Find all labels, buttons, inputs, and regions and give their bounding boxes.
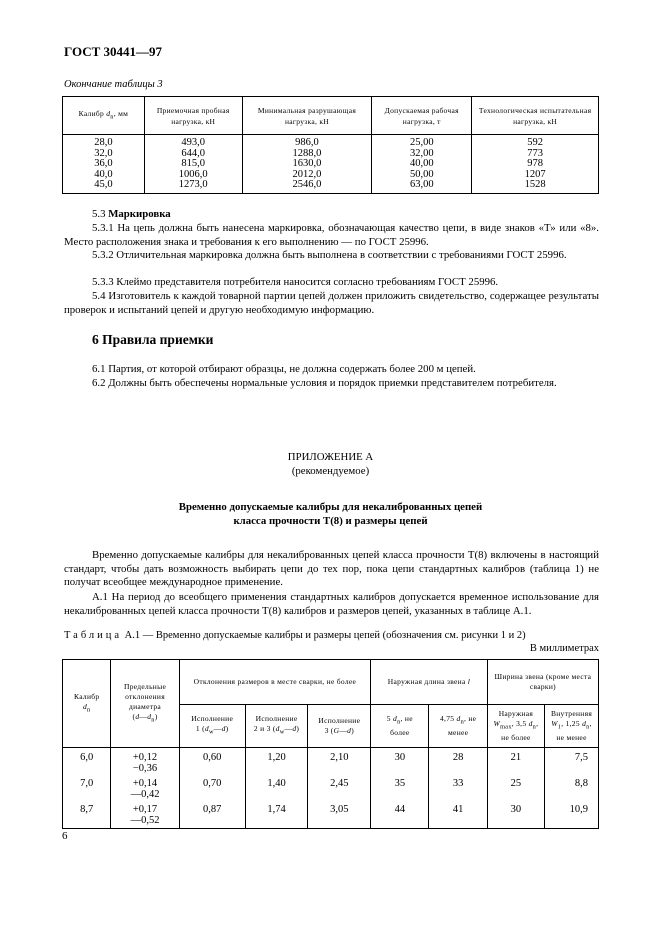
cell-caliber: 7,0 [63, 774, 111, 800]
table-cell: 40,00 [372, 159, 472, 170]
table-cell: 592 [472, 135, 599, 149]
table-cell: 25,00 [372, 135, 472, 149]
page-number: 6 [62, 830, 68, 842]
cell-caliber: 6,0 [63, 748, 111, 775]
cell-v2: 1,20 [245, 748, 308, 775]
cell-w2: 8,8 [545, 774, 599, 800]
annex-title [62, 500, 599, 528]
table-cell: 32,00 [372, 149, 472, 160]
header-limit-deviation: Предельные отклонения диаметра $(d—d_n)$ [111, 660, 179, 748]
cell-w2: 7,5 [545, 748, 599, 775]
table-row [63, 135, 599, 149]
header-caliber-text: Калибр [74, 691, 100, 701]
section-title: Маркировка [108, 208, 171, 220]
header-length-max: 5 $d_n$, не более [371, 705, 429, 748]
annex-paragraph-2: А.1 На период до всеобщего применения стандартных калибров допускается временное использование для некалиброванных цепей класса прочности Т(8) калибров и размеров цепей, указанных в таблице А.1. [64, 591, 599, 617]
header-width-outer: Наружная $W_{max}$, 3,5 $d_n$, не более [487, 705, 544, 748]
table-cell: 493,0 [144, 135, 242, 149]
table3-caption: Окончание таблицы 3 [64, 79, 163, 90]
table-cell: 32,0 [63, 149, 145, 160]
annex-paragraph-1: Временно допускаемые калибры для некалиброванных цепей класса прочности Т(8) включены в настоящий стандарт, чтобы дать возможность выбирать цепи до тех пор, пока цепи стандартных калибров (таблица 1) не получат всеобщее международное применение. [64, 549, 599, 588]
table-cell: 45,0 [63, 180, 145, 193]
paragraph-5-4: 5.4 Изготовитель к каждой товарной партии цепей должен приложить свидетельство, содержащее результаты проверок и испытаний цепей и другую необходимую информацию. [64, 290, 599, 316]
cell-tolerance: +0,12 −0,36 [111, 748, 179, 775]
cell-caliber: 8,7 [63, 800, 111, 829]
header-weld-deviation: Отклонения размеров в месте сварки, не более [179, 660, 371, 705]
table-cell: 28,0 [63, 135, 145, 149]
paragraph-5-3-3: 5.3.3 Клеймо представителя потребителя наносится согласно требованиям ГОСТ 25996. [92, 276, 499, 288]
cell-v2: 1,74 [245, 800, 308, 829]
table-cell: 36,0 [63, 159, 145, 170]
table-cell: 63,00 [372, 180, 472, 193]
table-row [63, 748, 599, 775]
table-cell: 1207 [472, 170, 599, 181]
section-6-title: 6 Правила приемки [92, 332, 214, 347]
annex-sublabel: (рекомендуемое) [291, 464, 370, 477]
cell-l2: 41 [429, 800, 487, 829]
table-row [63, 170, 599, 181]
header-external-length: Наружная длина звена l [371, 660, 488, 705]
header-limit-text: Предельные отклонения диаметра [123, 681, 167, 711]
cell-w1: 21 [487, 748, 544, 775]
cell-l2: 28 [429, 748, 487, 775]
table-row [63, 800, 599, 829]
table-cell: 978 [472, 159, 599, 170]
cell-v1: 0,60 [179, 748, 245, 775]
table-row [63, 774, 599, 800]
table3 [62, 96, 599, 194]
table3-header: Допускаемая рабочая нагрузка, т [372, 97, 472, 135]
table-cell: 644,0 [144, 149, 242, 160]
table3-header: Приемочная пробная нагрузка, кН [144, 97, 242, 135]
table-cell: 1273,0 [144, 180, 242, 193]
units-note: В миллиметрах [529, 643, 599, 654]
table-cell: 773 [472, 149, 599, 160]
cell-v1: 0,87 [179, 800, 245, 829]
document-header: ГОСТ 30441—97 [64, 44, 163, 59]
header-version-1: Исполнение 1 $(d_w—d)$ [179, 705, 245, 748]
table-cell: 815,0 [144, 159, 242, 170]
cell-l1: 30 [371, 748, 429, 775]
table-cell: 1528 [472, 180, 599, 193]
table3-header: Калибр $d_n$, мм [63, 97, 145, 135]
table-a1-caption [64, 630, 526, 641]
annex-heading [62, 451, 599, 478]
cell-l1: 44 [371, 800, 429, 829]
cell-w1: 30 [487, 800, 544, 829]
table-cell: 40,0 [63, 170, 145, 181]
table3-header: Минимальная разрушающая нагрузка, кН [242, 97, 372, 135]
cell-l2: 33 [429, 774, 487, 800]
header-link-width: Ширина звена (кроме места сварки) [487, 660, 598, 705]
caption-text: А.1 — Временно допускаемые калибры и размеры цепей (обозначения см. рисунки 1 и 2) [124, 630, 526, 641]
cell-l1: 35 [371, 774, 429, 800]
paragraph-6-1: 6.1 Партия, от которой отбирают образцы, не должна содержать более 200 м цепей. [92, 363, 476, 375]
header-version-2: Исполнение 2 и 3 $(d_w—d)$ [245, 705, 308, 748]
cell-v3: 2,10 [308, 748, 371, 775]
table-row [63, 159, 599, 170]
header-caliber: Калибр $d_n$ [63, 660, 111, 748]
section-number: 5.3 [92, 208, 106, 220]
cell-w2: 10,9 [545, 800, 599, 829]
section-5-3-heading [92, 208, 597, 222]
table-cell: 1630,0 [242, 159, 372, 170]
paragraph-6-2: 6.2 Должны быть обеспечены нормальные условия и порядок приемки представителем потребителя. [92, 377, 557, 389]
caption-prefix: Таблица [64, 630, 123, 641]
paragraph-5-3-2: 5.3.2 Отличительная маркировка должна быть выполнена в соответствии с требованиями ГОСТ 25996. [92, 249, 567, 261]
header-length-min: 4,75 $d_n$, не менее [429, 705, 487, 748]
table-a1 [62, 659, 599, 829]
table-cell: 50,00 [372, 170, 472, 181]
annex-title-line1: Временно допускаемые калибры для некалиброванных цепей [178, 501, 483, 513]
table-row [63, 180, 599, 193]
header-version-3: Исполнение 3 (G—d) [308, 705, 371, 748]
table-cell: 2012,0 [242, 170, 372, 181]
table-row [63, 149, 599, 160]
cell-w1: 25 [487, 774, 544, 800]
table-cell: 1288,0 [242, 149, 372, 160]
annex-label: ПРИЛОЖЕНИЕ А [287, 451, 374, 463]
paragraph-5-3-1: 5.3.1 На цепь должна быть нанесена маркировка, обозначающая качество цепи, в виде знаков «Т» или «8». Место расположения знака и требования к его выполнению — по ГОСТ 25996. [64, 222, 599, 248]
header-width-inner: Внутренняя $W_1$, 1,25 $d_n$, не менее [545, 705, 599, 748]
table3-header: Технологическая испытательная нагрузка, кН [472, 97, 599, 135]
annex-title-line2: класса прочности Т(8) и размеры цепей [233, 515, 428, 527]
cell-v2: 1,40 [245, 774, 308, 800]
cell-v3: 3,05 [308, 800, 371, 829]
cell-tolerance: +0,14 —0,42 [111, 774, 179, 800]
table-cell: 986,0 [242, 135, 372, 149]
cell-tolerance: +0,17 —0,52 [111, 800, 179, 829]
table-cell: 2546,0 [242, 180, 372, 193]
cell-v3: 2,45 [308, 774, 371, 800]
cell-v1: 0,70 [179, 774, 245, 800]
table-cell: 1006,0 [144, 170, 242, 181]
